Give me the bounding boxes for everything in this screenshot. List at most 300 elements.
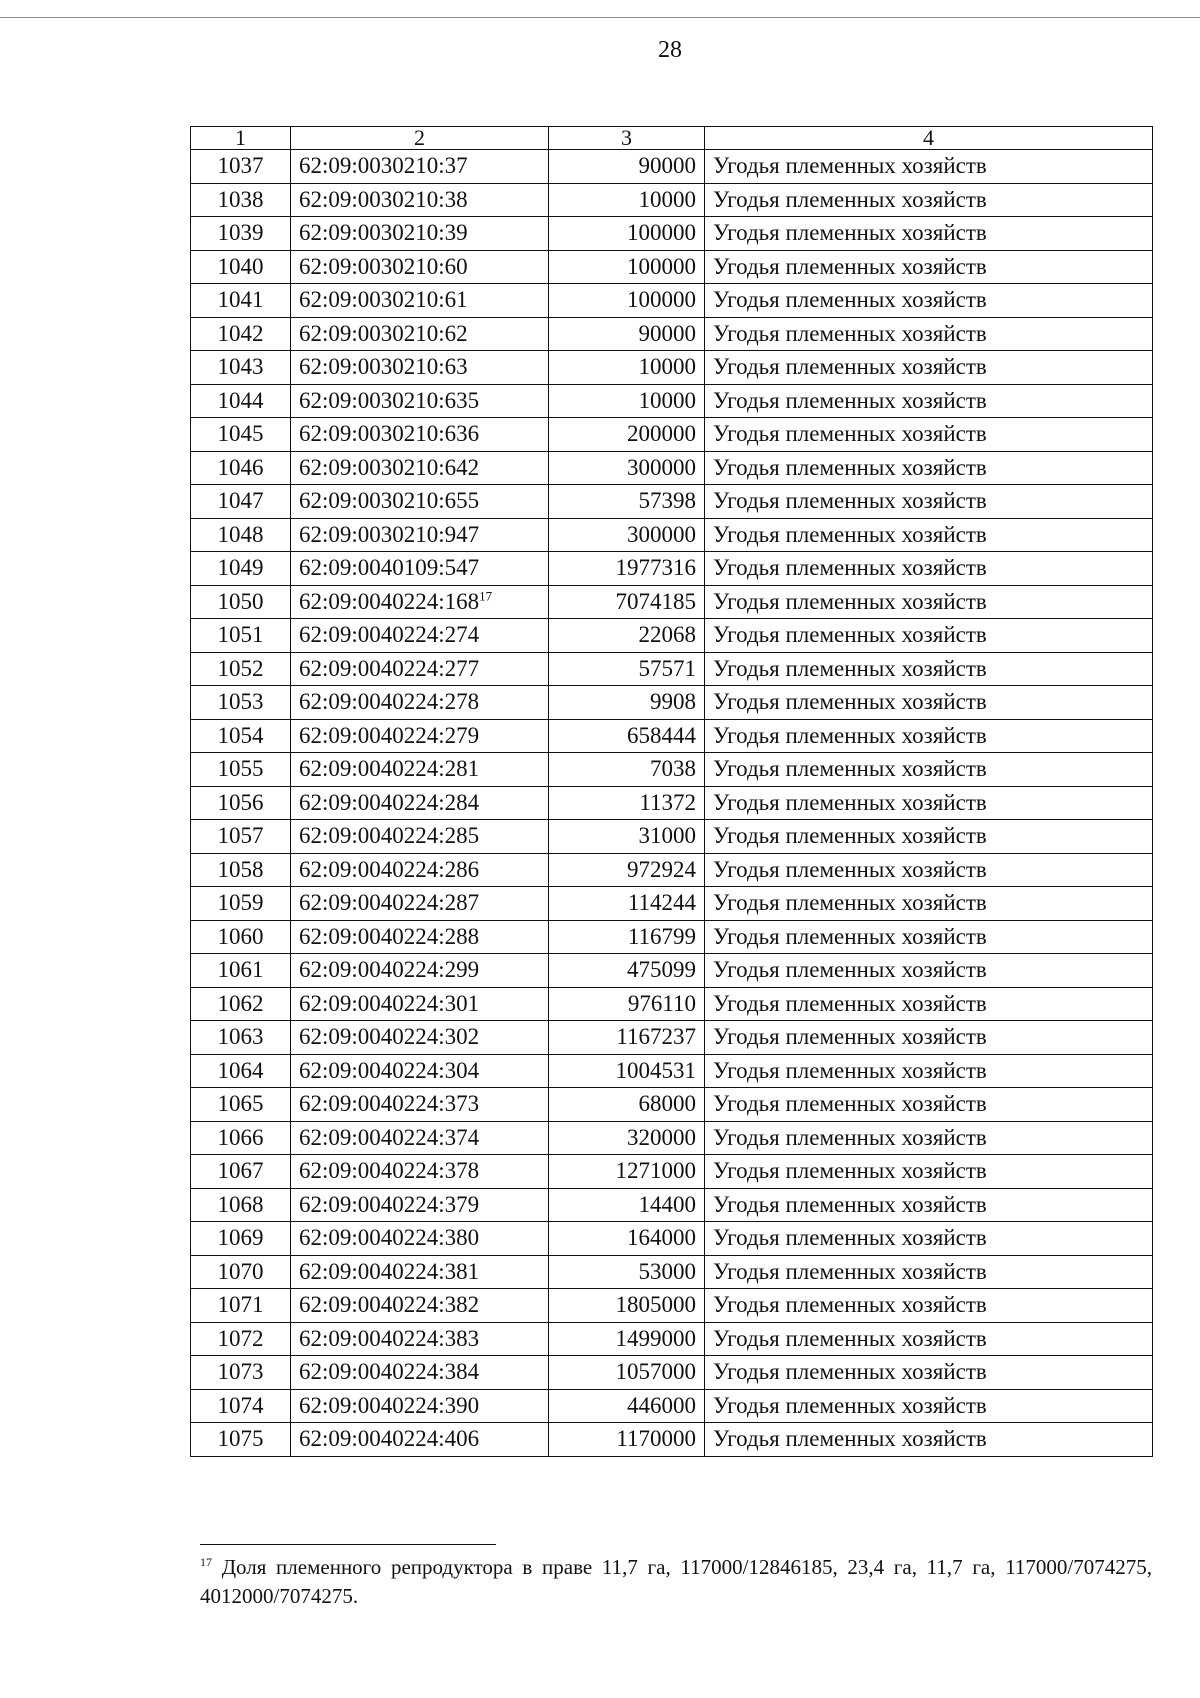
row-number-cell <box>191 887 291 921</box>
cadastral-number-cell-text: 62:09:0040224:279 <box>299 722 480 748</box>
area-cell <box>549 786 705 820</box>
row-number-cell <box>191 652 291 686</box>
land-use-cell-text: Угодья племенных хозяйств <box>713 454 987 480</box>
cadastral-number-cell <box>291 217 549 251</box>
cadastral-number-cell-text: 62:09:0030210:635 <box>299 387 480 413</box>
cadastral-number-cell-text: 62:09:0040224:373 <box>299 1091 480 1117</box>
area-cell <box>549 820 705 854</box>
row-number-cell <box>191 1155 291 1189</box>
land-use-cell-text: Угодья племенных хозяйств <box>713 1158 987 1184</box>
table-row <box>191 1121 1153 1155</box>
row-number-cell-text: 1060 <box>217 923 264 949</box>
cadastral-number-cell-text: 62:09:0040224:406 <box>299 1426 480 1452</box>
land-use-cell <box>705 317 1153 351</box>
land-use-cell-text: Угодья племенных хозяйств <box>713 1225 987 1251</box>
row-number-cell-text: 1063 <box>217 1024 264 1050</box>
cadastral-number-cell <box>291 1054 549 1088</box>
table-header-row <box>191 127 1153 150</box>
table-row <box>191 1054 1153 1088</box>
land-use-cell <box>705 1021 1153 1055</box>
area-cell-text: 1167237 <box>616 1024 696 1050</box>
area-cell-text: 475099 <box>627 957 696 983</box>
row-number-cell-text: 1050 <box>217 588 264 614</box>
land-use-cell <box>705 451 1153 485</box>
row-number-cell-text: 1045 <box>217 421 264 447</box>
cadastral-number-cell-text: 62:09:0030210:636 <box>299 421 480 447</box>
row-number-cell <box>191 585 291 619</box>
land-use-cell <box>705 150 1153 184</box>
area-cell-text: 1271000 <box>615 1158 696 1184</box>
row-number-cell <box>191 1222 291 1256</box>
table-row <box>191 552 1153 586</box>
cadastral-number-cell-text: 62:09:0040224:380 <box>299 1225 480 1251</box>
table-row <box>191 1389 1153 1423</box>
area-cell-text: 100000 <box>627 287 696 313</box>
table-row <box>191 1255 1153 1289</box>
cadastral-number-cell <box>291 284 549 318</box>
area-cell <box>549 1423 705 1457</box>
row-number-cell-text: 1069 <box>217 1225 264 1251</box>
land-use-cell-text: Угодья племенных хозяйств <box>713 1191 987 1217</box>
row-number-cell-text: 1037 <box>217 153 264 179</box>
area-cell <box>549 250 705 284</box>
land-use-cell <box>705 887 1153 921</box>
cadastral-number-cell <box>291 652 549 686</box>
cadastral-number-cell <box>291 920 549 954</box>
row-number-cell <box>191 686 291 720</box>
land-use-cell-text: Угодья племенных хозяйств <box>713 1124 987 1150</box>
cadastral-number-cell-text: 62:09:0040224:286 <box>299 856 480 882</box>
row-number-cell-text: 1051 <box>217 622 264 648</box>
land-use-cell <box>705 1322 1153 1356</box>
row-number-cell <box>191 1054 291 1088</box>
land-use-cell <box>705 485 1153 519</box>
land-use-cell <box>705 1188 1153 1222</box>
table-row <box>191 1155 1153 1189</box>
row-number-cell-text: 1071 <box>217 1292 264 1318</box>
cadastral-number-cell-text: 62:09:0040224:274 <box>299 622 480 648</box>
table-row <box>191 284 1153 318</box>
area-cell-text: 976110 <box>627 990 696 1016</box>
cadastral-number-cell-text: 62:09:0040224:381 <box>299 1258 480 1284</box>
cadastral-number-cell <box>291 1155 549 1189</box>
table-row <box>191 686 1153 720</box>
land-use-cell <box>705 1155 1153 1189</box>
cadastral-number-cell-text: 62:09:0040224:287 <box>299 890 480 916</box>
land-use-cell <box>705 719 1153 753</box>
row-number-cell-text: 1046 <box>217 454 264 480</box>
cadastral-number-cell-text: 62:09:0040224:168 <box>299 588 480 614</box>
cadastral-number-cell <box>291 317 549 351</box>
land-use-cell-text: Угодья племенных хозяйств <box>713 722 987 748</box>
cadastral-number-cell <box>291 150 549 184</box>
area-cell-text: 972924 <box>627 856 696 882</box>
cadastral-number-cell <box>291 786 549 820</box>
land-use-cell-text: Угодья племенных хозяйств <box>713 421 987 447</box>
table-row <box>191 619 1153 653</box>
area-cell-text: 1170000 <box>616 1426 696 1452</box>
area-cell <box>549 518 705 552</box>
footnote-text: Доля племенного репродуктора в праве 11,7 га, 117000/12846185, 23,4 га, 11,7 га, 117000/7074275, 4012000/7074275. <box>200 1555 1152 1608</box>
land-use-cell <box>705 183 1153 217</box>
table-row <box>191 317 1153 351</box>
land-registry-table <box>190 126 1153 1457</box>
cadastral-number-cell-text: 62:09:0040224:379 <box>299 1191 480 1217</box>
area-cell <box>549 1289 705 1323</box>
table-row <box>191 250 1153 284</box>
area-cell <box>549 853 705 887</box>
area-cell-text: 90000 <box>638 153 696 179</box>
table-row <box>191 1322 1153 1356</box>
table-row <box>191 987 1153 1021</box>
row-number-cell-text: 1067 <box>217 1158 264 1184</box>
cadastral-number-cell-text: 62:09:0040224:281 <box>299 756 480 782</box>
row-number-cell <box>191 418 291 452</box>
area-cell <box>549 1021 705 1055</box>
row-number-cell-text: 1056 <box>217 789 264 815</box>
land-use-cell <box>705 786 1153 820</box>
land-use-cell <box>705 1356 1153 1390</box>
area-cell-text: 57571 <box>638 655 696 681</box>
row-number-cell-text: 1041 <box>217 287 264 313</box>
land-use-cell <box>705 418 1153 452</box>
row-number-cell-text: 1039 <box>217 220 264 246</box>
area-cell <box>549 317 705 351</box>
cadastral-number-cell-text: 62:09:0040224:374 <box>299 1124 480 1150</box>
cadastral-number-cell-text: 62:09:0040224:302 <box>299 1024 480 1050</box>
row-number-cell <box>191 1088 291 1122</box>
row-number-cell <box>191 719 291 753</box>
land-use-cell <box>705 1289 1153 1323</box>
area-cell-text: 53000 <box>638 1258 696 1284</box>
row-number-cell <box>191 1322 291 1356</box>
table-body <box>191 150 1153 1457</box>
column-header-3: 3 <box>549 127 705 150</box>
cadastral-number-cell <box>291 183 549 217</box>
cadastral-number-cell <box>291 418 549 452</box>
row-number-cell <box>191 619 291 653</box>
land-use-cell-text: Угодья племенных хозяйств <box>713 521 987 547</box>
cadastral-number-cell-text: 62:09:0030210:63 <box>299 354 468 380</box>
row-number-cell <box>191 1289 291 1323</box>
cadastral-number-cell <box>291 1389 549 1423</box>
row-number-cell-text: 1053 <box>217 689 264 715</box>
cadastral-number-cell <box>291 719 549 753</box>
table-row <box>191 384 1153 418</box>
row-number-cell-text: 1072 <box>217 1325 264 1351</box>
area-cell <box>549 1255 705 1289</box>
land-use-cell <box>705 1255 1153 1289</box>
row-number-cell <box>191 518 291 552</box>
row-number-cell-text: 1040 <box>217 253 264 279</box>
land-use-cell-text: Угодья племенных хозяйств <box>713 622 987 648</box>
area-cell <box>549 652 705 686</box>
land-use-cell-text: Угодья племенных хозяйств <box>713 957 987 983</box>
land-use-cell <box>705 1088 1153 1122</box>
row-number-cell <box>191 853 291 887</box>
area-cell-text: 7074185 <box>615 588 696 614</box>
area-cell-text: 10000 <box>638 186 696 212</box>
column-header-4: 4 <box>705 127 1153 150</box>
area-cell-text: 1805000 <box>615 1292 696 1318</box>
row-number-cell-text: 1073 <box>217 1359 264 1385</box>
cadastral-number-cell <box>291 1356 549 1390</box>
land-use-cell-text: Угодья племенных хозяйств <box>713 1426 987 1452</box>
area-cell-text: 116799 <box>627 923 696 949</box>
cadastral-number-cell-text: 62:09:0040224:299 <box>299 957 480 983</box>
area-cell <box>549 1054 705 1088</box>
area-cell <box>549 686 705 720</box>
land-use-cell <box>705 853 1153 887</box>
row-number-cell <box>191 183 291 217</box>
land-use-cell-text: Угодья племенных хозяйств <box>713 588 987 614</box>
row-number-cell-text: 1064 <box>217 1057 264 1083</box>
row-number-cell <box>191 987 291 1021</box>
land-use-cell-text: Угодья племенных хозяйств <box>713 689 987 715</box>
land-use-cell-text: Угодья племенных хозяйств <box>713 253 987 279</box>
cadastral-number-cell <box>291 954 549 988</box>
land-use-cell <box>705 1423 1153 1457</box>
area-cell <box>549 954 705 988</box>
land-use-cell-text: Угодья племенных хозяйств <box>713 856 987 882</box>
cadastral-number-cell-text: 62:09:0040224:288 <box>299 923 480 949</box>
land-use-cell <box>705 987 1153 1021</box>
land-use-cell-text: Угодья племенных хозяйств <box>713 1292 987 1318</box>
area-cell-text: 200000 <box>627 421 696 447</box>
land-use-cell <box>705 652 1153 686</box>
cadastral-number-cell <box>291 1121 549 1155</box>
cadastral-number-cell <box>291 987 549 1021</box>
cadastral-number-cell-text: 62:09:0040224:384 <box>299 1359 480 1385</box>
land-use-cell <box>705 552 1153 586</box>
cadastral-number-cell <box>291 1222 549 1256</box>
land-use-cell <box>705 619 1153 653</box>
land-use-cell <box>705 1389 1153 1423</box>
area-cell <box>549 1389 705 1423</box>
area-cell-text: 22068 <box>638 622 696 648</box>
table-row <box>191 1423 1153 1457</box>
cadastral-number-cell-text: 62:09:0040224:278 <box>299 689 480 715</box>
table-row <box>191 585 1153 619</box>
area-cell <box>549 1121 705 1155</box>
page-number: 28 <box>658 37 682 63</box>
land-use-cell-text: Угодья племенных хозяйств <box>713 655 987 681</box>
row-number-cell-text: 1052 <box>217 655 264 681</box>
cadastral-number-cell-text: 62:09:0030210:60 <box>299 253 468 279</box>
row-number-cell-text: 1038 <box>217 186 264 212</box>
row-number-cell <box>191 150 291 184</box>
land-use-cell-text: Угодья племенных хозяйств <box>713 354 987 380</box>
row-number-cell <box>191 552 291 586</box>
land-use-cell-text: Угодья племенных хозяйств <box>713 1258 987 1284</box>
area-cell-text: 1499000 <box>615 1325 696 1351</box>
cadastral-number-cell <box>291 1021 549 1055</box>
table-row <box>191 1289 1153 1323</box>
area-cell-text: 114244 <box>627 890 696 916</box>
cadastral-number-cell <box>291 619 549 653</box>
table-row <box>191 418 1153 452</box>
area-cell-text: 90000 <box>638 320 696 346</box>
footnote <box>200 1553 1152 1611</box>
cadastral-number-cell <box>291 451 549 485</box>
area-cell <box>549 619 705 653</box>
land-use-cell-text: Угодья племенных хозяйств <box>713 387 987 413</box>
row-number-cell <box>191 451 291 485</box>
area-cell-text: 14400 <box>638 1191 696 1217</box>
area-cell-text: 11372 <box>639 789 696 815</box>
cadastral-number-cell-text: 62:09:0040109:547 <box>299 555 480 581</box>
cadastral-number-cell <box>291 1423 549 1457</box>
cadastral-number-cell <box>291 753 549 787</box>
land-use-cell-text: Угодья племенных хозяйств <box>713 823 987 849</box>
cadastral-number-cell-text: 62:09:0040224:304 <box>299 1057 480 1083</box>
row-number-cell <box>191 753 291 787</box>
area-cell <box>549 183 705 217</box>
row-number-cell <box>191 1389 291 1423</box>
table-row <box>191 786 1153 820</box>
row-number-cell <box>191 920 291 954</box>
table-row <box>191 853 1153 887</box>
cadastral-number-cell-text: 62:09:0030210:655 <box>299 488 480 514</box>
cadastral-number-cell <box>291 250 549 284</box>
area-cell-text: 100000 <box>627 253 696 279</box>
row-number-cell-text: 1054 <box>217 722 264 748</box>
land-use-cell-text: Угодья племенных хозяйств <box>713 287 987 313</box>
table-row <box>191 1188 1153 1222</box>
table-row <box>191 183 1153 217</box>
row-number-cell-text: 1068 <box>217 1191 264 1217</box>
row-number-cell <box>191 217 291 251</box>
row-number-cell <box>191 1255 291 1289</box>
land-use-cell <box>705 250 1153 284</box>
land-use-cell <box>705 384 1153 418</box>
area-cell <box>549 585 705 619</box>
land-use-cell <box>705 920 1153 954</box>
table-row <box>191 518 1153 552</box>
table-row <box>191 753 1153 787</box>
row-number-cell <box>191 1423 291 1457</box>
area-cell-text: 658444 <box>627 722 696 748</box>
area-cell-text: 10000 <box>638 354 696 380</box>
row-number-cell <box>191 250 291 284</box>
area-cell <box>549 920 705 954</box>
cadastral-number-cell <box>291 853 549 887</box>
row-number-cell-text: 1057 <box>217 823 264 849</box>
area-cell <box>549 485 705 519</box>
table-row <box>191 150 1153 184</box>
land-use-cell-text: Угодья племенных хозяйств <box>713 1325 987 1351</box>
area-cell-text: 300000 <box>627 521 696 547</box>
area-cell <box>549 384 705 418</box>
row-number-cell-text: 1065 <box>217 1091 264 1117</box>
land-use-cell <box>705 820 1153 854</box>
area-cell-text: 1004531 <box>615 1057 696 1083</box>
area-cell-text: 1057000 <box>615 1359 696 1385</box>
table-row <box>191 217 1153 251</box>
area-cell-text: 100000 <box>627 220 696 246</box>
row-number-cell-text: 1058 <box>217 856 264 882</box>
row-number-cell <box>191 1188 291 1222</box>
table-row <box>191 451 1153 485</box>
table-row <box>191 719 1153 753</box>
row-number-cell <box>191 284 291 318</box>
area-cell-text: 57398 <box>638 488 696 514</box>
land-use-cell-text: Угодья племенных хозяйств <box>713 1057 987 1083</box>
land-use-cell-text: Угодья племенных хозяйств <box>713 789 987 815</box>
land-use-cell <box>705 217 1153 251</box>
row-number-cell <box>191 351 291 385</box>
land-use-cell-text: Угодья племенных хозяйств <box>713 923 987 949</box>
cadastral-number-cell-text: 62:09:0030210:61 <box>299 287 468 313</box>
cadastral-number-cell-text: 62:09:0030210:642 <box>299 454 480 480</box>
area-cell <box>549 351 705 385</box>
cadastral-number-cell <box>291 887 549 921</box>
area-cell <box>549 719 705 753</box>
row-number-cell <box>191 786 291 820</box>
cadastral-number-cell <box>291 485 549 519</box>
row-number-cell <box>191 1021 291 1055</box>
cadastral-number-cell <box>291 1188 549 1222</box>
area-cell <box>549 552 705 586</box>
table-row <box>191 1356 1153 1390</box>
cadastral-number-cell <box>291 686 549 720</box>
land-use-cell <box>705 518 1153 552</box>
row-number-cell <box>191 1356 291 1390</box>
area-cell-text: 7038 <box>650 756 696 782</box>
cadastral-number-cell-text: 62:09:0030210:39 <box>299 220 468 246</box>
row-number-cell-text: 1074 <box>217 1392 264 1418</box>
area-cell-text: 10000 <box>638 387 696 413</box>
land-use-cell <box>705 753 1153 787</box>
area-cell-text: 31000 <box>638 823 696 849</box>
land-use-cell <box>705 686 1153 720</box>
land-use-cell-text: Угодья племенных хозяйств <box>713 555 987 581</box>
area-cell-text: 9908 <box>650 689 696 715</box>
cadastral-number-cell <box>291 384 549 418</box>
land-use-cell-text: Угодья племенных хозяйств <box>713 488 987 514</box>
land-use-cell-text: Угодья племенных хозяйств <box>713 220 987 246</box>
row-number-cell-text: 1044 <box>217 387 264 413</box>
cadastral-number-cell-text: 62:09:0040224:382 <box>299 1292 480 1318</box>
cadastral-number-cell-text: 62:09:0030210:38 <box>299 186 468 212</box>
area-cell <box>549 150 705 184</box>
area-cell-text: 446000 <box>627 1392 696 1418</box>
cadastral-number-cell <box>291 518 549 552</box>
footnote-marker: 17 <box>200 1555 212 1569</box>
table-row <box>191 1088 1153 1122</box>
table-row <box>191 887 1153 921</box>
cadastral-number-cell <box>291 820 549 854</box>
table-row <box>191 485 1153 519</box>
table-row <box>191 652 1153 686</box>
area-cell-text: 68000 <box>638 1091 696 1117</box>
cadastral-number-cell <box>291 351 549 385</box>
area-cell <box>549 451 705 485</box>
area-cell-text: 164000 <box>627 1225 696 1251</box>
cadastral-number-cell-text: 62:09:0040224:285 <box>299 823 480 849</box>
row-number-cell-text: 1042 <box>217 320 264 346</box>
row-number-cell-text: 1043 <box>217 354 264 380</box>
row-number-cell <box>191 954 291 988</box>
land-use-cell-text: Угодья племенных хозяйств <box>713 890 987 916</box>
land-use-cell <box>705 351 1153 385</box>
row-number-cell-text: 1049 <box>217 555 264 581</box>
cadastral-number-cell-text: 62:09:0040224:383 <box>299 1325 480 1351</box>
area-cell <box>549 1322 705 1356</box>
top-scan-rule <box>0 17 1200 18</box>
row-number-cell-text: 1059 <box>217 890 264 916</box>
table-row <box>191 1021 1153 1055</box>
